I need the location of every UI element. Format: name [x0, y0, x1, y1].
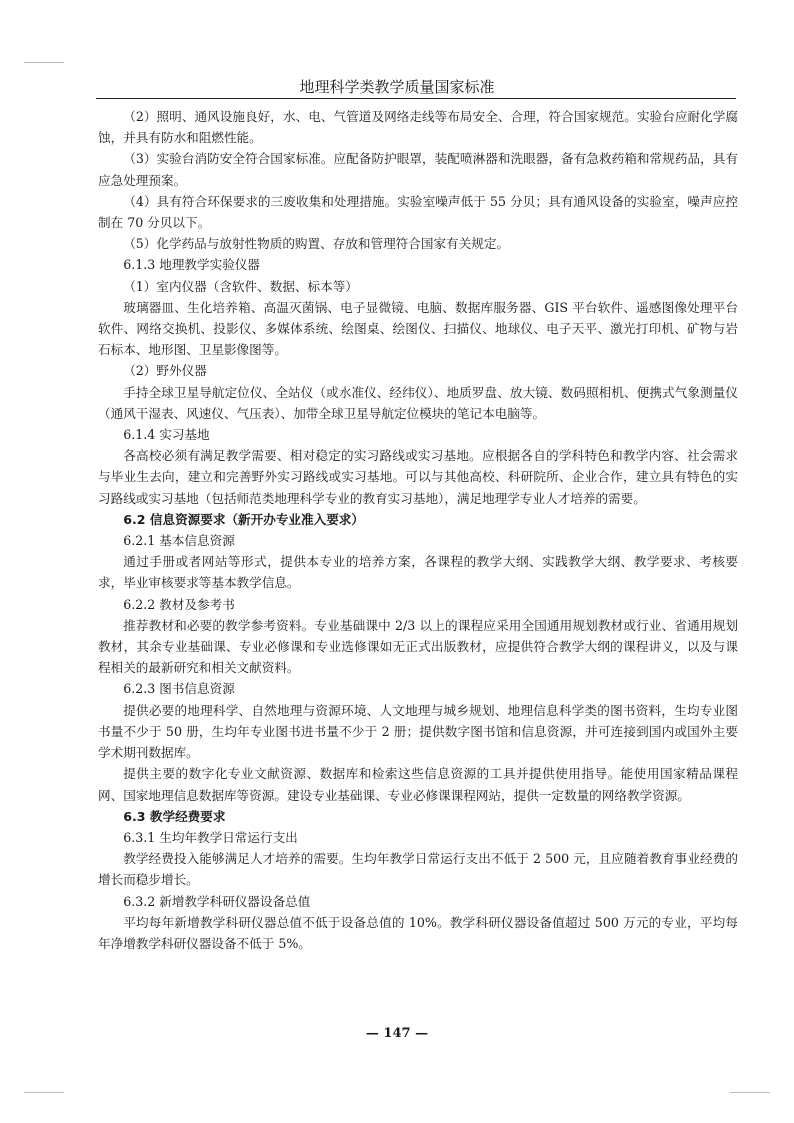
running-header: 地理科学类教学质量国家标准	[299, 78, 495, 96]
subsection-heading: 6.3.1 生均年教学日常运行支出	[123, 829, 298, 845]
paragraph: 平均每年新增教学科研仪器总值不低于设备总值的 10%。教学科研仪器设备值超过 500 万元的专业，平均每年净增教学科研仪器设备不低于 5%。	[98, 914, 738, 951]
body-text	[98, 106, 738, 954]
paragraph: 玻璃器皿、生化培养箱、高温灭菌锅、电子显微镜、电脑、数据库服务器、GIS 平台软件、遥感图像处理平台软件、网络交换机、投影仪、多媒体系统、绘图桌、绘图仪、扫描仪、地球仪、电子天平、激光打印机、矿物与岩石标本、地形图、卫星影像图等。	[98, 299, 738, 358]
paragraph: （5）化学药品与放射性物质的购置、存放和管理符合国家有关规定。	[123, 236, 510, 252]
subsection-heading: 6.1.3 地理教学实验仪器	[123, 257, 260, 273]
section-heading: 6.2 信息资源要求（新开办专业准入要求）	[123, 511, 364, 527]
subsection-heading: 6.2.2 教材及参考书	[123, 596, 235, 612]
paragraph: 提供必要的地理科学、自然地理与资源环境、人文地理与城乡规划、地理信息科学类的图书资料，生均专业图书量不少于 50 册，生均年专业图书进书量不少于 2 册；提供数字图书馆和信息资源，并可连接到国内或国外主要学术期刊数据库。	[98, 702, 738, 761]
page-number: — 147 —	[365, 1026, 429, 1041]
paragraph: 通过手册或者网站等形式，提供本专业的培养方案，各课程的教学大纲、实践教学大纲、教学要求、考核要求，毕业审核要求等基本教学信息。	[98, 554, 738, 591]
scan-mark	[24, 1092, 64, 1093]
subsection-heading: 6.2.3 图书信息资源	[123, 681, 235, 697]
paragraph: （4）具有符合环保要求的三废收集和处理措施。实验室噪声低于 55 分贝；具有通风设备的实验室，噪声应控制在 70 分贝以下。	[98, 193, 738, 231]
paragraph: 各高校必须有满足教学需要、相对稳定的实习路线或实习基地。应根据各自的学科特色和教学内容、社会需求与毕业生去向，建立和完善野外实习路线或实习基地。可以与其他高校、科研院所、企业合作，建立具有特色的实习路线或实习基地（包括师范类地理科学专业的教育实习基地），满足地理学专业人才培养的需要。	[98, 448, 738, 506]
paragraph: （3）实验台消防安全符合国家标准。应配备防护眼罩，装配喷淋器和洗眼器，备有急救药箱和常规药品，具有应急处理预案。	[98, 151, 738, 188]
subsection-heading: 6.1.4 实习基地	[123, 427, 210, 443]
paragraph: （1）室内仪器（含软件、数据、标本等）	[123, 278, 358, 294]
header-rule	[96, 98, 736, 99]
paragraph: 教学经费投入能够满足人才培养的需要。生均年教学日常运行支出不低于 2 500 元，且应随着教育事业经费的增长而稳步增长。	[98, 851, 738, 888]
section-heading: 6.3 教学经费要求	[123, 808, 226, 824]
subsection-heading: 6.2.1 基本信息资源	[123, 533, 235, 549]
scan-mark	[24, 62, 64, 63]
paragraph: （2）野外仪器	[123, 363, 207, 379]
paragraph: 手持全球卫星导航定位仪、全站仪（或水准仪、经纬仪）、地质罗盘、放大镜、数码照相机、便携式气象测量仪（通风干湿表、风速仪、气压表）、加带全球卫星导航定位模块的笔记本电脑等。	[98, 384, 738, 421]
paragraph: 推荐教材和必要的教学参考资料。专业基础课中 2/3 以上的课程应采用全国通用规划教材或行业、省通用规划教材，其余专业基础课、专业必修课和专业选修课如无正式出版教材，应提供符合教学大纲的课程讲义，以及与课程相关的最新研究和相关文献资料。	[98, 617, 738, 676]
paragraph: （2）照明、通风设施良好，水、电、气管道及网络走线等布局安全、合理，符合国家规范。实验台应耐化学腐蚀，并具有防水和阻燃性能。	[98, 109, 738, 146]
scan-mark	[730, 1092, 770, 1093]
paragraph: 提供主要的数字化专业文献资源、数据库和检索这些信息资源的工具并提供使用指导。能使用国家精品课程网、国家地理信息数据库等资源。建设专业基础课、专业必修课课程网站，提供一定数量的网络教学资源。	[98, 766, 738, 803]
subsection-heading: 6.3.2 新增教学科研仪器设备总值	[123, 893, 311, 909]
